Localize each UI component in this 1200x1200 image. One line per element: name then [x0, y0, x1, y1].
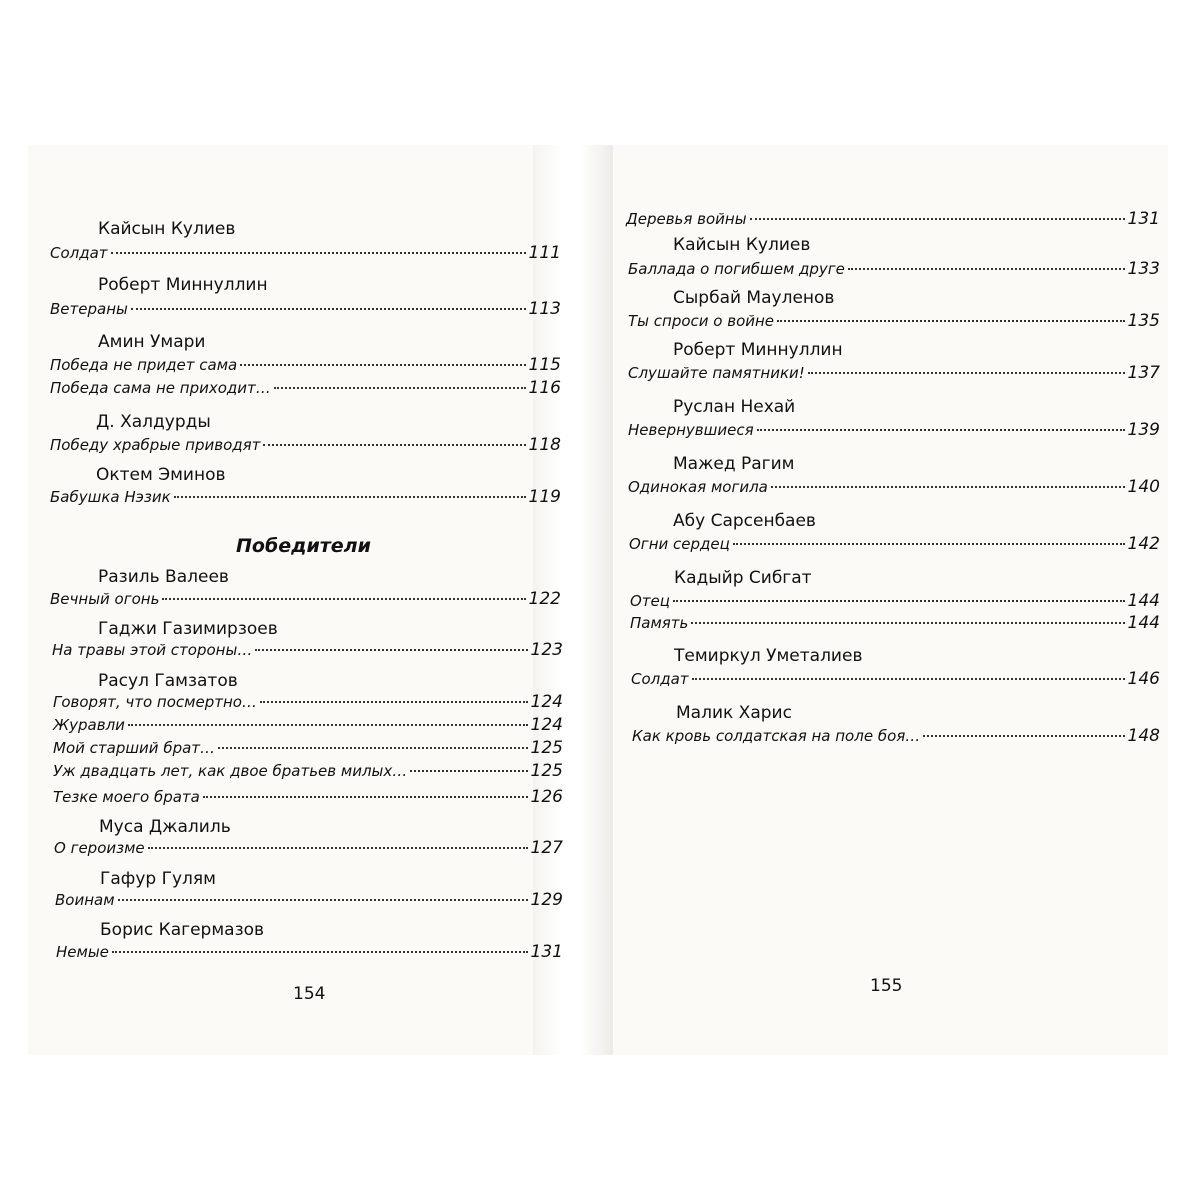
toc-entry-title: Победа не придет сама	[50, 356, 238, 374]
page-number: 155	[870, 976, 903, 996]
toc-row	[53, 715, 563, 735]
toc-entry-page: 116	[528, 378, 561, 398]
leader-dots	[274, 387, 526, 389]
toc-entry-title: Уж двадцать лет, как двое братьев милых…	[53, 762, 408, 780]
leader-dots	[218, 747, 528, 749]
toc-entry-title: Победа сама не приходит…	[50, 379, 271, 397]
leader-dots	[691, 622, 1124, 624]
toc-entry-page: 133	[1127, 259, 1160, 279]
toc-author: Руслан Нехай	[673, 397, 796, 417]
leader-dots	[128, 724, 528, 726]
leader-dots	[118, 899, 528, 901]
toc-row	[50, 589, 561, 609]
toc-author: Малик Харис	[676, 703, 792, 723]
leader-dots	[673, 600, 1125, 602]
toc-entry-page: 142	[1127, 534, 1160, 554]
leader-dots	[777, 320, 1125, 322]
toc-entry-page: 140	[1127, 477, 1160, 497]
toc-entry-title: Огни сердец	[629, 535, 730, 553]
leader-dots	[692, 678, 1125, 680]
toc-entry-page: 146	[1127, 669, 1160, 689]
leader-dots	[174, 496, 526, 498]
toc-entry-title: Говорят, что посмертно…	[53, 693, 257, 711]
toc-entry-page: 131	[530, 942, 563, 962]
leader-dots	[260, 701, 528, 703]
toc-entry-page: 111	[528, 243, 561, 263]
toc-entry-title: Вечный огонь	[50, 590, 160, 608]
toc-author: Гаджи Газимирзоев	[98, 619, 278, 639]
toc-entry-title: О героизме	[54, 839, 145, 857]
toc-entry-title: Тезке моего брата	[53, 788, 200, 806]
toc-row	[55, 890, 563, 910]
toc-row	[628, 420, 1160, 440]
toc-entry-page: 125	[530, 738, 563, 758]
leader-dots	[771, 486, 1125, 488]
leader-dots	[733, 543, 1125, 545]
toc-author: Расул Гамзатов	[98, 671, 238, 691]
toc-entry-title: Невернувшиеся	[628, 421, 754, 439]
leader-dots	[750, 218, 1125, 220]
toc-entry-page: 115	[528, 355, 561, 375]
toc-row	[628, 311, 1160, 331]
toc-entry-title: Немые	[56, 943, 109, 961]
toc-row	[632, 726, 1160, 746]
leader-dots	[148, 847, 528, 849]
toc-author: Темиркул Уметалиев	[674, 646, 863, 666]
leader-dots	[410, 770, 527, 772]
toc-row	[50, 243, 561, 263]
toc-row	[630, 613, 1160, 633]
toc-entry-title: На травы этой стороны…	[52, 641, 253, 659]
toc-row	[50, 487, 561, 507]
toc-row	[628, 259, 1160, 279]
toc-row	[50, 378, 561, 398]
book-spread	[28, 145, 1168, 1055]
toc-row	[50, 435, 561, 455]
toc-author: Амин Умари	[98, 332, 206, 352]
leader-dots	[131, 308, 526, 310]
toc-entry-page: 113	[528, 299, 561, 319]
toc-author: Абу Сарсенбаев	[673, 511, 816, 531]
toc-entry-page: 124	[530, 715, 563, 735]
toc-entry-page: 119	[528, 487, 561, 507]
toc-author: Д. Халдурды	[96, 412, 211, 432]
toc-entry-title: Бабушка Нэзик	[50, 488, 171, 506]
toc-author: Роберт Миннуллин	[673, 340, 843, 360]
toc-row	[54, 838, 563, 858]
toc-entry-title: Слушайте памятники!	[628, 364, 805, 382]
right-page	[598, 145, 1168, 1055]
toc-entry-title: Как кровь солдатская на поле боя…	[632, 727, 921, 745]
leader-dots	[263, 444, 525, 446]
toc-author: Мажед Рагим	[673, 454, 795, 474]
toc-row	[630, 591, 1160, 611]
toc-author: Кадыйр Сибгат	[674, 568, 812, 588]
toc-entry-title: Победу храбрые приводят	[50, 436, 261, 454]
leader-dots	[923, 735, 1124, 737]
toc-entry-title: Журавли	[53, 716, 125, 734]
toc-entry-page: 135	[1127, 311, 1160, 331]
toc-entry-title: Солдат	[631, 670, 689, 688]
toc-entry-title: Ветераны	[50, 300, 128, 318]
toc-author: Муса Джалиль	[99, 817, 231, 837]
toc-author: Кайсын Кулиев	[673, 235, 811, 255]
toc-entry-page: 129	[530, 890, 563, 910]
leader-dots	[112, 951, 528, 953]
toc-author: Сырбай Мауленов	[673, 288, 835, 308]
toc-entry-page: 131	[1127, 209, 1160, 229]
leader-dots	[203, 796, 528, 798]
toc-row	[629, 534, 1160, 554]
toc-entry-page: 124	[530, 692, 563, 712]
toc-row	[628, 477, 1160, 497]
toc-entry-page: 122	[528, 589, 561, 609]
leader-dots	[757, 429, 1125, 431]
leader-dots	[808, 372, 1125, 374]
toc-entry-title: Ты спроси о войне	[628, 312, 775, 330]
toc-entry-page: 127	[530, 838, 563, 858]
toc-entry-page: 139	[1127, 420, 1160, 440]
toc-entry-title: Воинам	[55, 891, 115, 909]
leader-dots	[848, 268, 1125, 270]
section-heading: Победители	[236, 535, 371, 557]
toc-entry-page: 137	[1127, 363, 1160, 383]
toc-row	[50, 299, 561, 319]
toc-entry-page: 148	[1127, 726, 1160, 746]
toc-entry-page: 125	[530, 761, 563, 781]
toc-entry-title: Одинокая могила	[628, 478, 768, 496]
toc-author: Гафур Гулям	[100, 869, 216, 889]
toc-entry-page: 144	[1127, 591, 1160, 611]
left-page	[28, 145, 573, 1055]
toc-entry-page: 126	[530, 787, 563, 807]
toc-row	[50, 355, 561, 375]
toc-row	[631, 669, 1160, 689]
page-number: 154	[293, 984, 326, 1004]
toc-entry-title: Отец	[630, 592, 670, 610]
leader-dots	[255, 649, 527, 651]
leader-dots	[111, 252, 526, 254]
toc-entry-page: 123	[530, 640, 563, 660]
toc-entry-page: 144	[1127, 613, 1160, 633]
toc-entry-page: 118	[528, 435, 561, 455]
toc-row	[53, 761, 563, 781]
toc-author: Кайсын Кулиев	[98, 219, 236, 239]
leader-dots	[240, 364, 525, 366]
toc-row	[53, 738, 563, 758]
toc-row	[56, 942, 563, 962]
toc-row	[52, 640, 563, 660]
toc-row	[628, 363, 1160, 383]
toc-entry-title: Солдат	[50, 244, 108, 262]
toc-row	[626, 209, 1160, 229]
toc-row	[53, 692, 563, 712]
toc-entry-title: Память	[630, 614, 689, 632]
toc-entry-title: Мой старший брат…	[53, 739, 216, 757]
toc-row	[53, 787, 563, 807]
toc-author: Разиль Валеев	[98, 567, 229, 587]
toc-entry-title: Баллада о погибшем друге	[628, 260, 845, 278]
toc-author: Октем Эминов	[96, 465, 226, 485]
leader-dots	[162, 598, 525, 600]
toc-entry-title: Деревья войны	[626, 210, 747, 228]
toc-author: Борис Кагермазов	[100, 920, 265, 940]
toc-author: Роберт Миннуллин	[98, 275, 268, 295]
